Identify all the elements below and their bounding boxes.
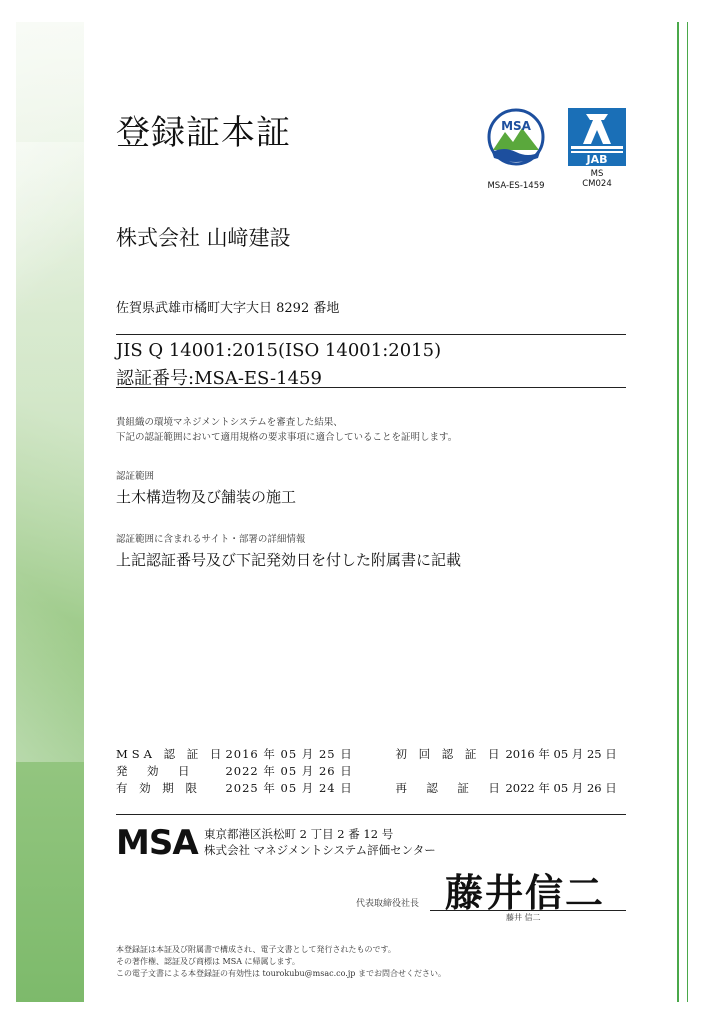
divider-issuer [116, 814, 626, 815]
company-address: 佐賀県武雄市橘町大字大日 8292 番地 [116, 301, 340, 316]
decorative-right-lines [677, 22, 688, 1002]
jab-logo-icon [568, 108, 626, 166]
issuer-address: 東京都港区浜松町 2 丁目 2 番 12 号 [204, 827, 394, 841]
svg-text:JAB: JAB [586, 153, 608, 166]
decorative-left-band [16, 22, 84, 1002]
expiry-date-label: 有 効 期 限 [116, 780, 201, 795]
declaration-line: 下記の認証範囲において適用規格の要求事項に適合していることを証明します。 [116, 432, 458, 443]
jab-caption-ms: MS [590, 169, 604, 179]
effective-date-value: 2022 年 05 月 26 日 [225, 763, 353, 778]
sites-value: 上記認証番号及び下記発効日を付した附属書に記載 [116, 551, 462, 569]
signatory-title: 代表取締役社長 [356, 899, 420, 909]
dates-row [116, 745, 617, 762]
dates-table [116, 745, 617, 796]
expiry-date-value: 2025 年 05 月 24 日 [225, 780, 353, 795]
msa-cert-date-value: 2016 年 05 月 25 日 [225, 746, 353, 761]
signature-line [430, 910, 626, 911]
issuer-info [204, 826, 436, 858]
band-facet [16, 502, 84, 762]
divider-bottom [116, 387, 626, 388]
divider-top [116, 334, 626, 335]
company-name: 株式会社 山﨑建設 [116, 226, 291, 250]
effective-date-label: 発 効 日 [116, 763, 194, 778]
jab-caption-code: CM024 [582, 179, 612, 189]
msa-cert-date-label: MSA 認 証 日 [116, 746, 226, 761]
svg-text:MSA: MSA [501, 119, 531, 133]
certificate-title: 登録証本証 [116, 113, 291, 153]
footer-notes [116, 944, 446, 980]
dates-row [116, 779, 617, 796]
handwritten-signature: 藤井信二 [445, 870, 606, 915]
footer-line: その著作権、認証及び商標は MSA に帰属します。 [116, 957, 300, 966]
initial-cert-date-label: 初 回 認 証 日 [395, 746, 504, 761]
footer-line: 本登録証は本証及び附属書で構成され、電子文書として発行されたものです。 [116, 945, 396, 954]
recert-date-label: 再 認 証 日 [395, 780, 504, 795]
scope-value: 土木構造物及び舗装の施工 [116, 488, 297, 506]
msa-jab-logos [480, 108, 630, 192]
scope-label: 認証範囲 [116, 471, 155, 482]
certificate-number: 認証番号:MSA-ES-1459 [116, 368, 322, 389]
msa-logo-caption: MSA-ES-1459 [487, 181, 545, 191]
recert-date-value: 2022 年 05 月 26 日 [505, 780, 617, 795]
initial-cert-date-value: 2016 年 05 月 25 日 [505, 746, 617, 761]
declaration-line: 貴組織の環境マネジメントシステムを審査した結果、 [116, 417, 343, 428]
signatory-name: 藤井 信二 [506, 913, 541, 922]
certification-logos [480, 108, 630, 196]
msa-logo-icon [489, 110, 543, 164]
dates-row [116, 762, 617, 779]
sites-label: 認証範囲に含まれるサイト・部署の詳細情報 [116, 534, 306, 545]
issuer-logo: MSA [116, 823, 198, 863]
issuer-name: 株式会社 マネジメントシステム評価センター [204, 843, 436, 857]
declaration-text [116, 415, 457, 445]
footer-line: この電子文書による本登録証の有効性は tourokubu@msac.co.jp までお問合せください。 [116, 969, 446, 978]
standard-name: JIS Q 14001:2015(ISO 14001:2015) [116, 340, 442, 361]
band-facet [16, 142, 84, 322]
